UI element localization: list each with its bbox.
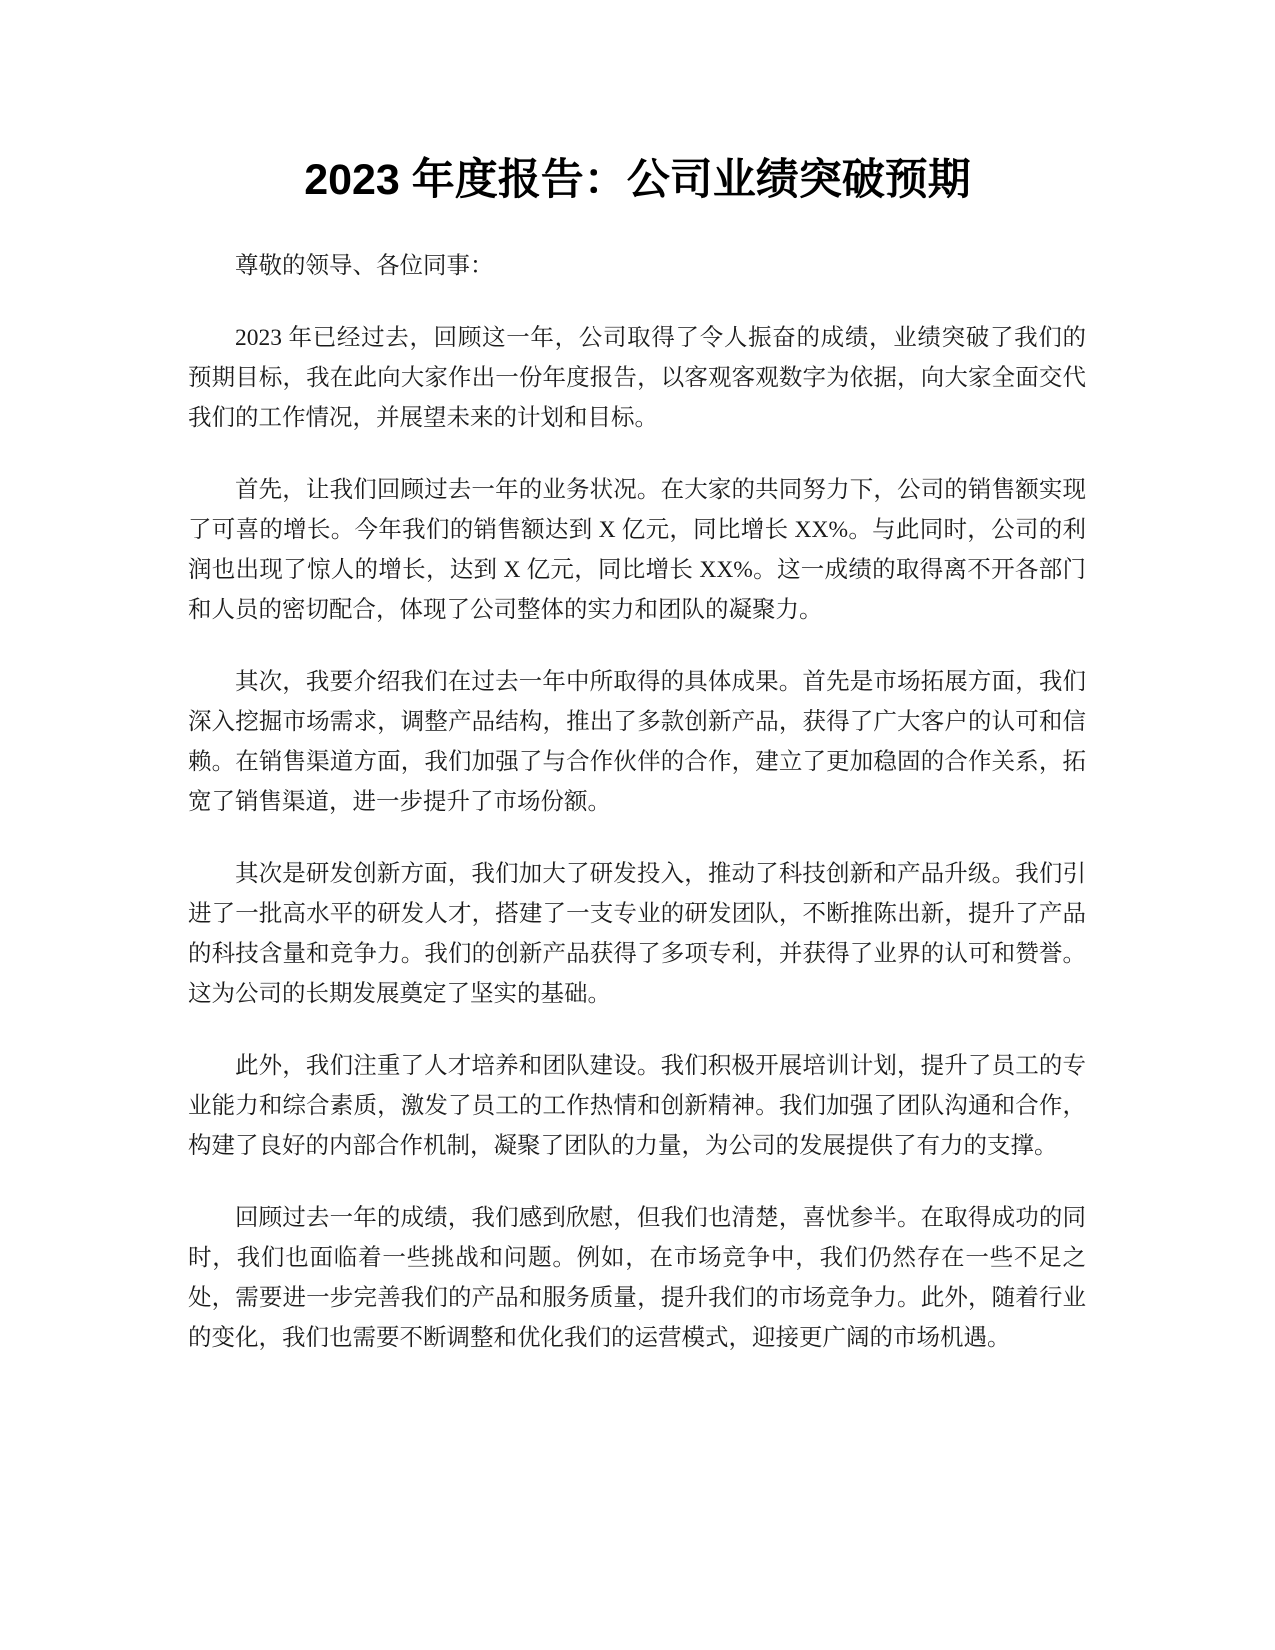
document-title: 2023 年度报告：公司业绩突破预期 xyxy=(304,156,971,204)
body-paragraph: 此外，我们注重了人才培养和团队建设。我们积极开展培训计划，提升了员工的专业能力和综合素质，激发了员工的工作热情和创新精神。我们加强了团队沟通和合作，构建了良好的内部合作机制，凝聚了团队的力量，为公司的发展提供了有力的支撑。 xyxy=(188,1053,1086,1159)
document-body xyxy=(188,246,1086,1390)
body-paragraph: 回顾过去一年的成绩，我们感到欣慰，但我们也清楚，喜忧参半。在取得成功的同时，我们也面临着一些挑战和问题。例如，在市场竞争中，我们仍然存在一些不足之处，需要进一步完善我们的产品和服务质量，提升我们的市场竞争力。此外，随着行业的变化，我们也需要不断调整和优化我们的运营模式，迎接更广阔的市场机遇。 xyxy=(188,1205,1086,1351)
body-paragraph: 其次是研发创新方面，我们加大了研发投入，推动了科技创新和产品升级。我们引进了一批高水平的研发人才，搭建了一支专业的研发团队，不断推陈出新，提升了产品的科技含量和竞争力。我们的创新产品获得了多项专利，并获得了业界的认可和赞誉。这为公司的长期发展奠定了坚实的基础。 xyxy=(188,861,1086,1007)
salutation-paragraph: 尊敬的领导、各位同事： xyxy=(235,253,494,279)
body-paragraph: 其次，我要介绍我们在过去一年中所取得的具体成果。首先是市场拓展方面，我们深入挖掘市场需求，调整产品结构，推出了多款创新产品，获得了广大客户的认可和信赖。在销售渠道方面，我们加强了与合作伙伴的合作，建立了更加稳固的合作关系，拓宽了销售渠道，进一步提升了市场份额。 xyxy=(188,669,1086,815)
body-paragraph: 首先，让我们回顾过去一年的业务状况。在大家的共同努力下，公司的销售额实现了可喜的增长。今年我们的销售额达到 X 亿元，同比增长 XX%。与此同时，公司的利润也出现了惊人的增长，达到 X 亿元，同比增长 XX%。这一成绩的取得离不开各部门和人员的密切配合，体现了公司整体的实力和团队的凝聚力。 xyxy=(188,477,1086,623)
body-paragraph: 2023 年已经过去，回顾这一年，公司取得了令人振奋的成绩，业绩突破了我们的预期目标，我在此向大家作出一份年度报告，以客观客观数字为依据，向大家全面交代我们的工作情况，并展望未来的计划和目标。 xyxy=(188,325,1086,431)
